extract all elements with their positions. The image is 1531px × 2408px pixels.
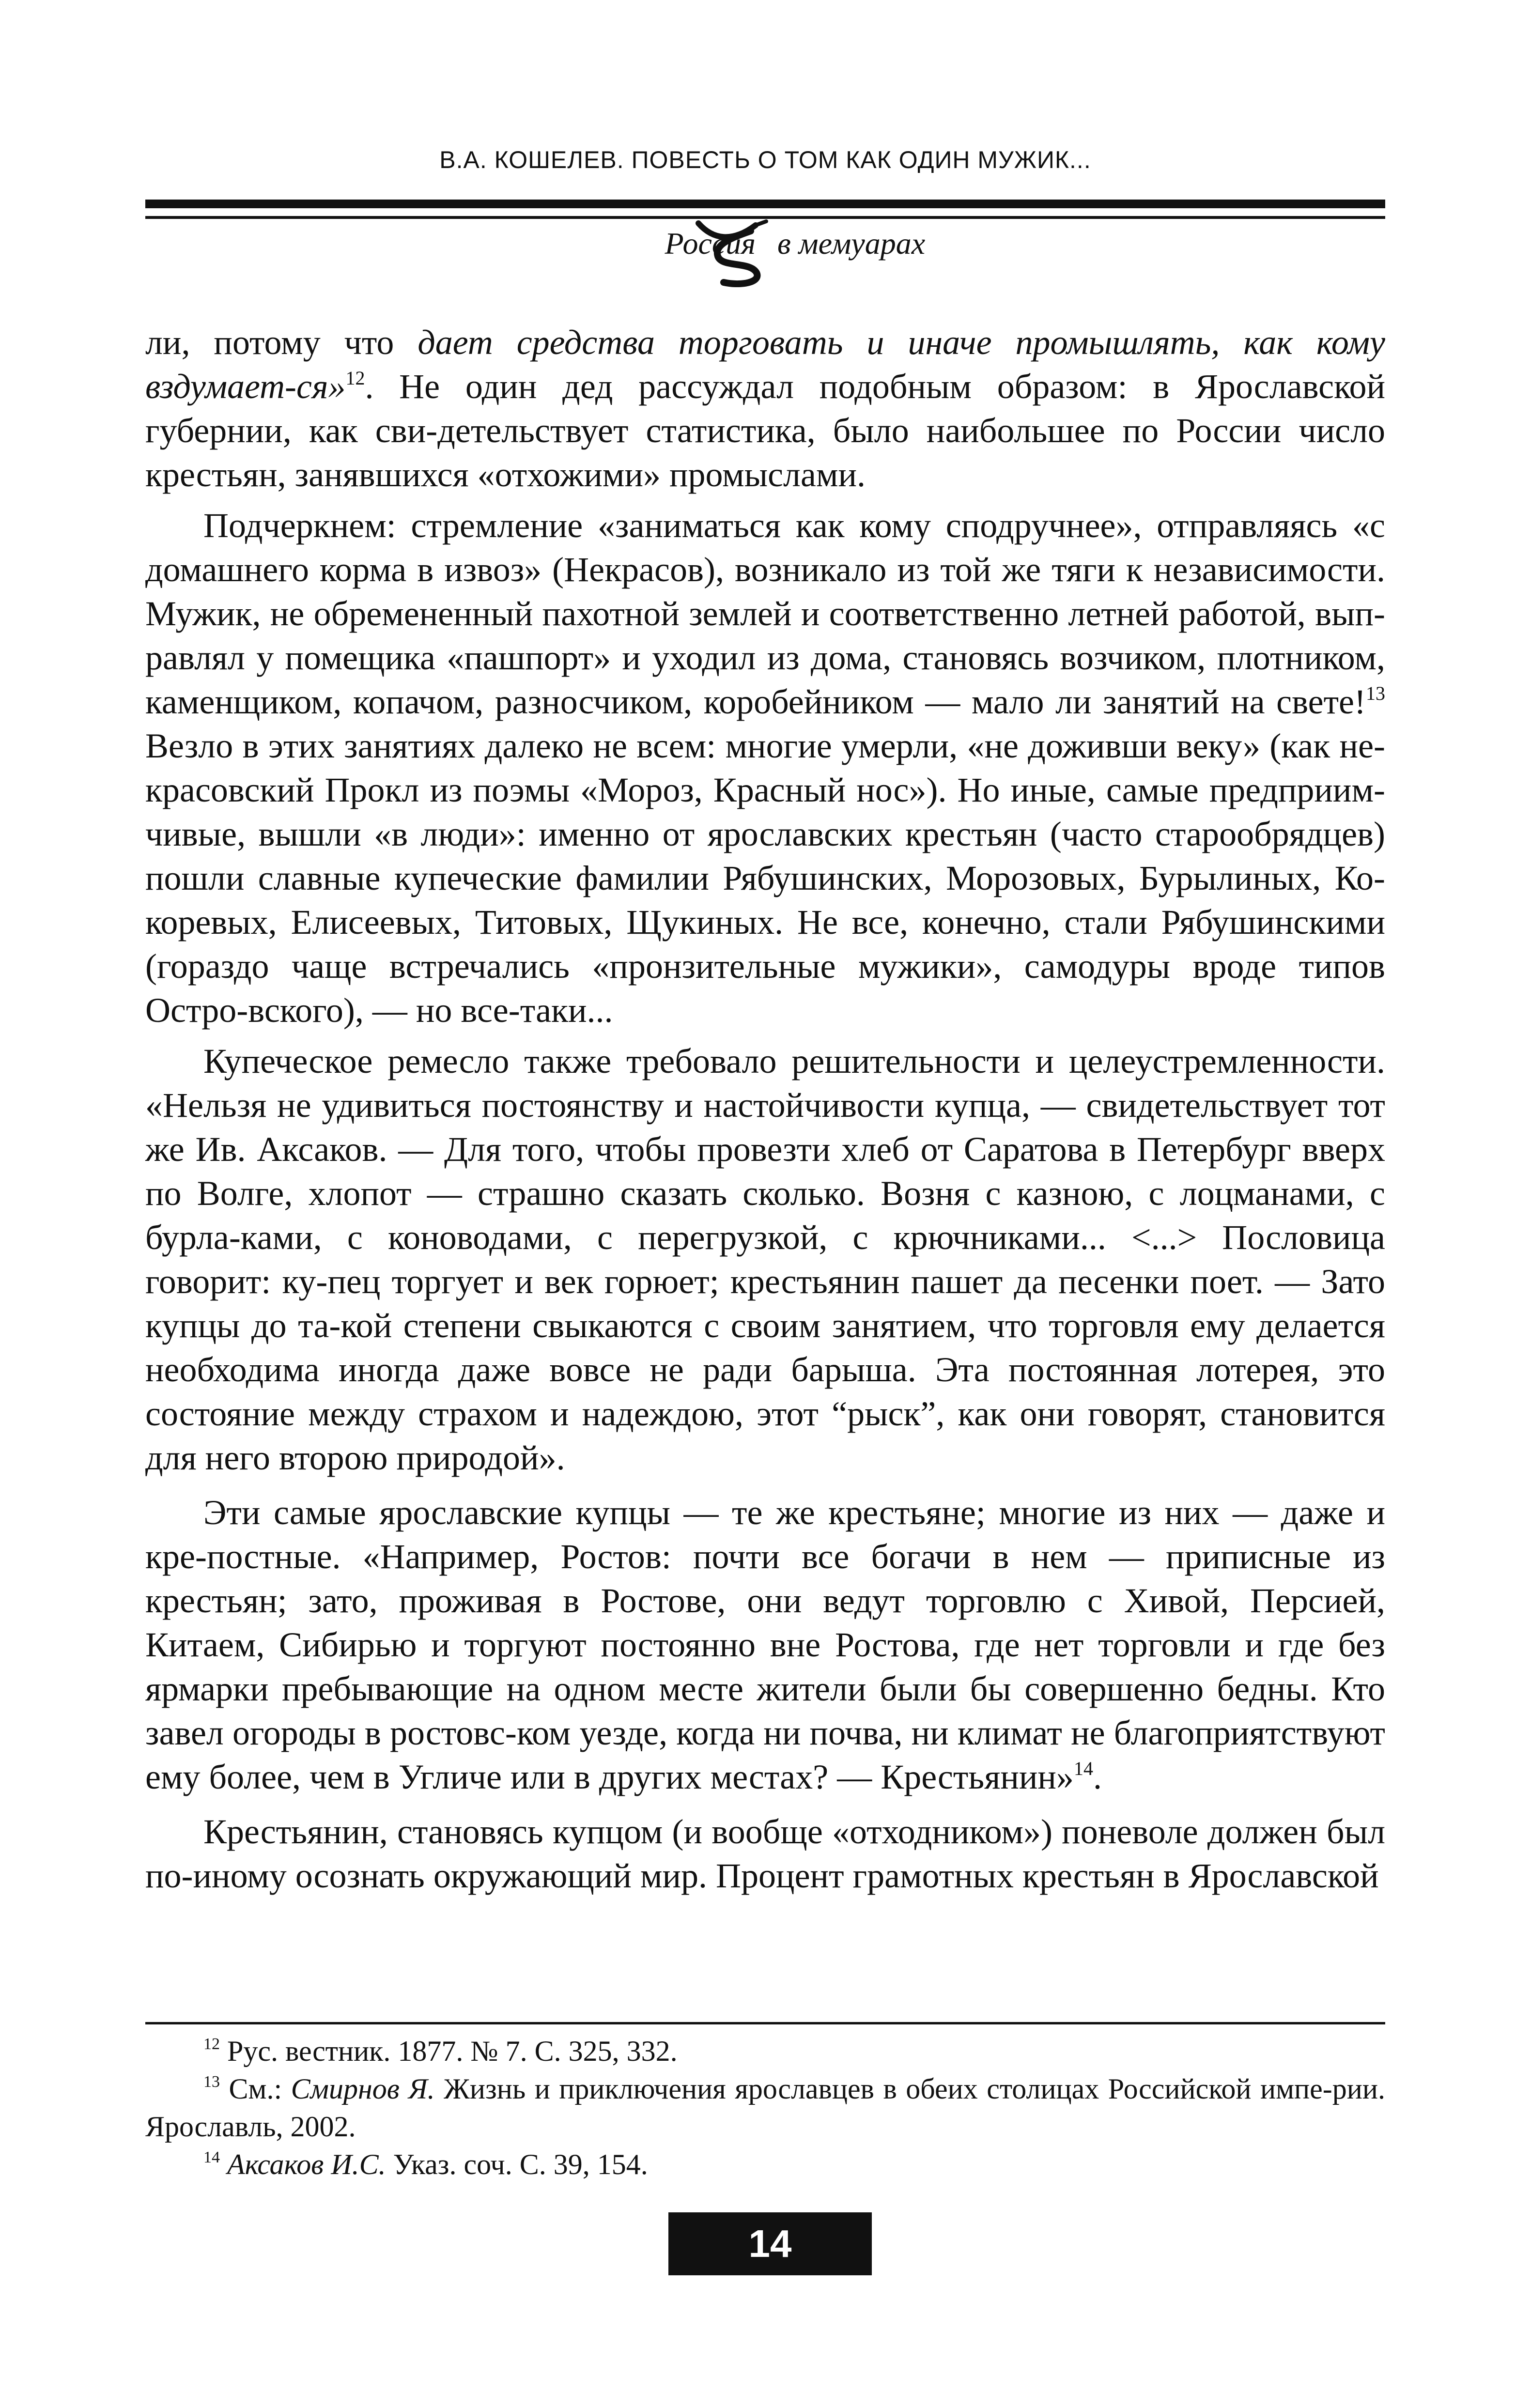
series-title-right: в мемуарах [777, 226, 926, 261]
footnote-13-text-b: Жизнь и приключения ярославцев в обеих столицах Российской импе-рии. Ярославль, 2002. [145, 2073, 1385, 2143]
series-title-left: Россия [665, 226, 756, 261]
footnote-13-author: Смирнов Я. [291, 2073, 435, 2105]
footnote-14-author: Аксаков И.С. [220, 2148, 386, 2180]
paragraph-4-text-a: Эти самые ярославские купцы — те же крестьяне; многие из них — даже и кре-постные. «Например, Ростов: почти все богачи в нем — приписные из крестьян; зато, проживая в Ростове, они ведут торговлю с Хивой, Персией, Китаем, Сибирью и торгуют постоянно вне Ростова, где нет торговли и где без ярмарки пребывающие на одном месте жители были бы совершенно бедны. Кто завел огороды в ростовс-ком уезде, когда ни почва, ни климат не благоприятствуют ему более, чем в Угличе или в других местах? — Крестьянин» [145, 1493, 1385, 1796]
main-text [145, 321, 1385, 1898]
running-head: В.А. КОШЕЛЕВ. ПОВЕСТЬ О ТОМ КАК ОДИН МУЖИК... [439, 146, 1091, 173]
footnote-12-text: Рус. вестник. 1877. № 7. С. 325, 332. [220, 2035, 678, 2067]
paragraph-5-text: Крестьянин, становясь купцом (и вообще «отходником») поневоле должен был по-иному осознать окружающий мир. Процент грамотных крестьян в Ярославской [145, 1812, 1385, 1895]
footnote-13-number: 13 [203, 2073, 220, 2091]
paragraph-5 [145, 1810, 1385, 1898]
footnote-ref-14: 14 [1073, 1758, 1093, 1779]
paragraph-4-text-b: . [1093, 1758, 1102, 1796]
paragraph-1-text-b: . Не один дед рассуждал подобным образом: в Ярославской губернии, как сви-детельствует статистика, было наибольшее по России число крестьян, занявшихся «отхожими» промыслами. [145, 367, 1385, 494]
footnote-ref-12: 12 [345, 367, 365, 389]
paragraph-2 [145, 504, 1385, 1033]
footnote-12-number: 12 [203, 2035, 220, 2053]
footnote-14-number: 14 [203, 2148, 220, 2166]
paragraph-1 [145, 321, 1385, 497]
footnote-14-text: Указ. соч. С. 39, 154. [386, 2148, 648, 2180]
footnote-12 [145, 2032, 1385, 2070]
paragraph-3 [145, 1039, 1385, 1480]
paragraph-3-text: Купеческое ремесло также требовало решительности и целеустремленности. «Нельзя не удивиться постоянству и настойчивости купца, — свидетельствует тот же Ив. Аксаков. — Для того, чтобы провезти хлеб от Саратова в Петербург вверх по Волге, хлопот — страшно сказать сколько. Возня с казною, с лоцманами, с бурла-ками, с коноводами, с перегрузкой, с крючниками... <...> Пословица говорит: ку-пец торгует и век горюет; крестьянин пашет да песенки поет. — Зато купцы до та-кой степени свыкаются с своим занятием, что торговля ему делается необходима иногда даже вовсе не ради барыша. Эта постоянная лотерея, это состояние между страхом и надеждою, этот “рыск”, как они говорят, становится для него второю природой». [145, 1042, 1385, 1477]
footnote-rule [145, 2022, 1385, 2024]
paragraph-4 [145, 1491, 1385, 1799]
footnotes [145, 2032, 1385, 2183]
footnote-13-text-a: См.: [220, 2073, 291, 2105]
series-emblem-icon [689, 215, 776, 287]
series-banner [145, 220, 1385, 293]
footnote-14 [145, 2146, 1385, 2183]
paragraph-1-text-a: ли, потому что [145, 323, 418, 362]
paragraph-2-text-a: Подчеркнем: стремление «заниматься как кому сподручнее», отправляясь «с домашнего корма в извоз» (Некрасов), возникало из той же тяги к независимости. Мужик, не обремененный пахотной землей и соответственно летней работой, вып-равлял у помещика «пашпорт» и уходил из дома, становясь возчиком, плотником, каменщиком, копачом, разносчиком, коробейником — мало ли занятий на свете! [145, 506, 1385, 721]
footnote-ref-13: 13 [1366, 682, 1385, 704]
paragraph-1-quote: дает средства торговать и иначе промышлять, как кому вздумает-ся» [145, 323, 1385, 406]
header-rule-thick [145, 200, 1385, 208]
footnote-13 [145, 2070, 1385, 2146]
page-number: 14 [668, 2212, 872, 2275]
paragraph-2-text-b: Везло в этих занятиях далеко не всем: многие умерли, «не доживши веку» (как не-красовский Прокл из поэмы «Мороз, Красный нос»). Но иные, самые предприим-чивые, вышли «в люди»: именно от ярославских крестьян (часто старообрядцев) пошли славные купеческие фамилии Рябушинских, Морозовых, Бурылиных, Ко-коревых, Елисеевых, Титовых, Щукиных. Не все, конечно, стали Рябушинскими (гораздо чаще встречались «пронзительные мужики», самодуры вроде типов Остро-вского), — но все-таки... [145, 726, 1385, 1030]
